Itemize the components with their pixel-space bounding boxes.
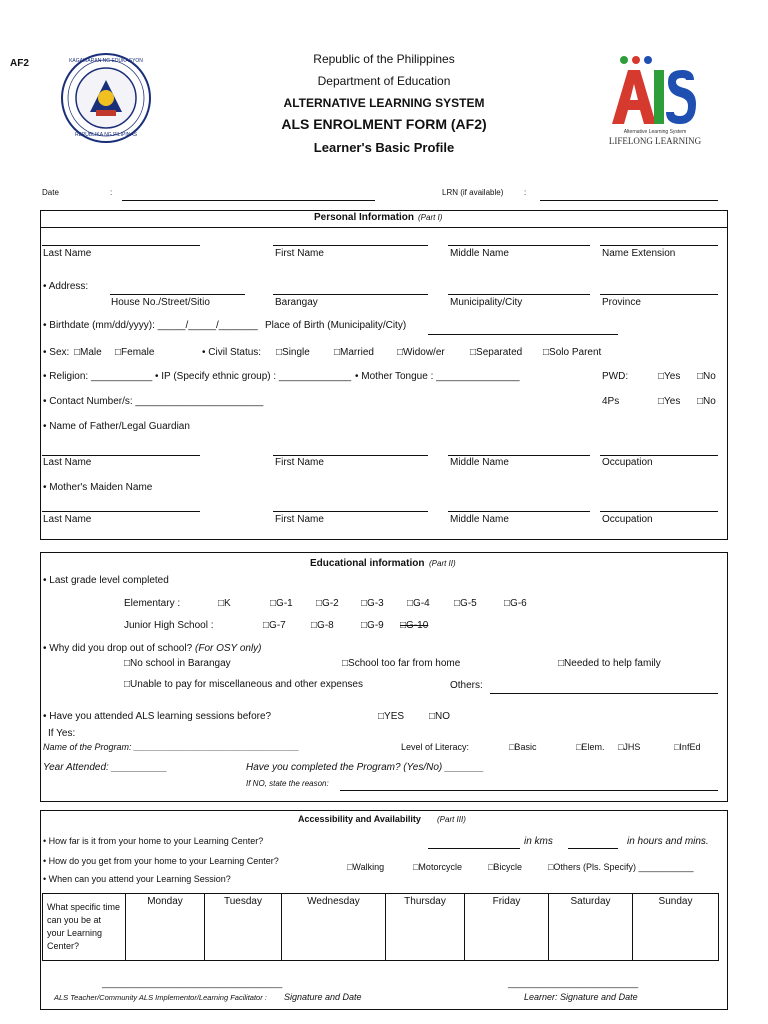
province-label: Province xyxy=(602,297,641,308)
part3-part: (Part III) xyxy=(437,815,466,824)
pwd-no-checkbox[interactable]: □No xyxy=(697,371,716,382)
literacy-jhs-checkbox[interactable]: □JHS xyxy=(618,742,641,752)
date-colon: : xyxy=(110,188,113,197)
civil-separated-checkbox[interactable]: □Separated xyxy=(470,347,523,358)
header-deped: Department of Education xyxy=(317,74,451,88)
literacy-label: Level of Literacy: xyxy=(401,742,470,752)
seal-text-bottom: REPUBLIKA NG PILIPINAS xyxy=(75,132,137,138)
reason-no-school-checkbox[interactable]: □No school in Barangay xyxy=(124,658,231,669)
sex-label: • Sex: xyxy=(43,347,70,358)
grade-7-checkbox[interactable]: □G-7 xyxy=(263,620,286,631)
completed-program-field[interactable]: Have you completed the Program? (Yes/No) _______ xyxy=(246,762,484,773)
barangay-field[interactable] xyxy=(273,294,428,295)
day-friday[interactable]: Friday xyxy=(465,894,549,961)
grade-5-checkbox[interactable]: □G-5 xyxy=(454,598,477,609)
last-grade-label: • Last grade level completed xyxy=(43,575,169,586)
day-tuesday[interactable]: Tuesday xyxy=(205,894,282,961)
how-far-label: • How far is it from your home to your Learning Center? xyxy=(43,836,264,846)
elementary-label: Elementary : xyxy=(124,598,181,609)
address-label: • Address: xyxy=(43,281,89,292)
reason-unable-to-pay-checkbox[interactable]: □Unable to pay for miscellaneous and other expenses xyxy=(124,679,363,690)
pwd-label: PWD: xyxy=(602,371,629,382)
grade-1-checkbox[interactable]: □G-1 xyxy=(270,598,293,609)
contact-field[interactable]: • Contact Number/s: _______________________ xyxy=(43,396,264,407)
part2-title: Educational information xyxy=(310,558,425,569)
walking-checkbox[interactable]: □Walking xyxy=(347,862,385,872)
father-first-name-label: First Name xyxy=(275,457,324,468)
literacy-basic-checkbox[interactable]: □Basic xyxy=(509,742,537,752)
reason-help-family-checkbox[interactable]: □Needed to help family xyxy=(558,658,661,669)
grade-3-checkbox[interactable]: □G-3 xyxy=(361,598,384,609)
distance-kms-field[interactable] xyxy=(428,848,520,849)
civil-widow-checkbox[interactable]: □Widow/er xyxy=(397,347,445,358)
bicycle-checkbox[interactable]: □Bicycle xyxy=(488,862,522,872)
mother-tongue-field[interactable]: • Mother Tongue : _______________ xyxy=(355,371,520,382)
province-field[interactable] xyxy=(600,294,718,295)
sex-male-checkbox[interactable]: □Male xyxy=(74,347,102,358)
grade-k-checkbox[interactable]: □K xyxy=(218,598,231,609)
teacher-signature-label: ALS Teacher/Community ALS Implementor/Learning Facilitator : xyxy=(54,993,267,1002)
why-dropout-label: • Why did you drop out of school? xyxy=(43,643,193,654)
learner-signature-line[interactable]: __________________________ xyxy=(508,978,639,988)
father-last-name-label: Last Name xyxy=(43,457,92,468)
mother-last-name-field[interactable] xyxy=(42,511,200,512)
grade-9-checkbox[interactable]: □G-9 xyxy=(361,620,384,631)
municipality-field[interactable] xyxy=(448,294,590,295)
grade-2-checkbox[interactable]: □G-2 xyxy=(316,598,339,609)
how-get-label: • How do you get from your home to your Learning Center? xyxy=(43,856,279,866)
literacy-infed-checkbox[interactable]: □InfEd xyxy=(674,742,701,752)
if-yes-label: If Yes: xyxy=(48,728,76,739)
distance-hours-field[interactable] xyxy=(568,848,618,849)
literacy-elem-checkbox[interactable]: □Elem. xyxy=(576,742,605,752)
father-middle-name-label: Middle Name xyxy=(450,457,509,468)
mother-label: • Mother's Maiden Name xyxy=(43,482,153,493)
others-label: Others: xyxy=(450,680,483,691)
mother-middle-name-label: Middle Name xyxy=(450,514,509,525)
mother-last-name-label: Last Name xyxy=(43,514,92,525)
jhs-label: Junior High School : xyxy=(124,620,214,631)
in-hours-label: in hours and mins. xyxy=(627,836,709,847)
when-attend-label: • When can you attend your Learning Session? xyxy=(43,874,231,884)
day-sunday[interactable]: Sunday xyxy=(633,894,719,961)
header-form-title: ALS ENROLMENT FORM (AF2) xyxy=(281,116,487,132)
grade-8-checkbox[interactable]: □G-8 xyxy=(311,620,334,631)
sex-female-checkbox[interactable]: □Female xyxy=(115,347,155,358)
lrn-colon: : xyxy=(524,188,527,197)
deped-seal xyxy=(60,52,152,144)
others-transport-checkbox[interactable]: □Others (Pls. Specify) ___________ xyxy=(548,862,694,872)
lrn-field[interactable] xyxy=(540,200,718,201)
father-occupation-label: Occupation xyxy=(602,457,653,468)
fourps-label: 4Ps xyxy=(602,396,620,407)
father-first-name-field[interactable] xyxy=(273,455,428,456)
father-label: • Name of Father/Legal Guardian xyxy=(43,421,190,432)
why-dropout-note: (For OSY only) xyxy=(195,643,262,654)
motorcycle-checkbox[interactable]: □Motorcycle xyxy=(413,862,462,872)
in-kms-label: in kms xyxy=(524,836,553,847)
fourps-no-checkbox[interactable]: □No xyxy=(697,396,716,407)
fourps-yes-checkbox[interactable]: □Yes xyxy=(658,396,681,407)
header-subtitle: Learner's Basic Profile xyxy=(313,140,455,155)
municipality-label: Municipality/City xyxy=(450,297,523,308)
civil-solo-checkbox[interactable]: □Solo Parent xyxy=(543,347,602,358)
last-name-label: Last Name xyxy=(43,248,92,259)
name-extension-field[interactable] xyxy=(600,245,718,246)
civil-single-checkbox[interactable]: □Single xyxy=(276,347,310,358)
grade-4-checkbox[interactable]: □G-4 xyxy=(407,598,430,609)
attended-no-checkbox[interactable]: □NO xyxy=(429,711,451,722)
pwd-yes-checkbox[interactable]: □Yes xyxy=(658,371,681,382)
middle-name-label: Middle Name xyxy=(450,248,509,259)
place-of-birth-label: Place of Birth (Municipality/City) xyxy=(265,320,407,331)
first-name-label: First Name xyxy=(275,248,324,259)
day-thursday[interactable]: Thursday xyxy=(386,894,465,961)
day-saturday[interactable]: Saturday xyxy=(549,894,633,961)
date-field[interactable] xyxy=(122,200,375,201)
reason-too-far-checkbox[interactable]: □School too far from home xyxy=(342,658,461,669)
schedule-question: What specific time can you be at your Learning Center? xyxy=(43,894,126,961)
part1-part: (Part I) xyxy=(418,213,443,222)
street-label: House No./Street/Sitio xyxy=(111,297,210,308)
mother-middle-name-field[interactable] xyxy=(448,511,590,512)
part2-part: (Part II) xyxy=(429,559,456,568)
program-name-field[interactable]: Name of the Program: _________________________________ xyxy=(43,742,300,752)
attended-yes-checkbox[interactable]: □YES xyxy=(378,711,405,722)
religion-field[interactable]: • Religion: ___________ xyxy=(43,371,153,382)
others-field[interactable] xyxy=(490,693,718,694)
birthdate-field[interactable]: • Birthdate (mm/dd/yyyy): _____/_____/_______ xyxy=(43,320,258,331)
grade-6-checkbox[interactable]: □G-6 xyxy=(504,598,527,609)
teacher-signature-date-label: Signature and Date xyxy=(284,992,362,1002)
part1-title: Personal Information xyxy=(314,212,415,223)
part1-divider xyxy=(40,227,728,228)
father-last-name-field[interactable] xyxy=(42,455,200,456)
learner-signature-label: Learner: Signature and Date xyxy=(524,992,638,1002)
teacher-signature-line[interactable]: ____________________________________ xyxy=(102,978,283,988)
lrn-label: LRN (if available) xyxy=(442,188,504,197)
form-code: AF2 xyxy=(10,58,29,69)
header-republic: Republic of the Philippines xyxy=(313,52,455,66)
mother-occupation-label: Occupation xyxy=(602,514,653,525)
reason-field[interactable] xyxy=(340,790,718,791)
middle-name-field[interactable] xyxy=(448,245,590,246)
part3-title: Accessibility and Availability xyxy=(298,814,421,824)
last-name-field[interactable] xyxy=(42,245,200,246)
street-field[interactable] xyxy=(110,294,245,295)
grade-10-checkbox[interactable]: □G-10 xyxy=(400,620,429,631)
als-tagline: LIFELONG LEARNING xyxy=(608,136,702,146)
barangay-label: Barangay xyxy=(275,297,318,308)
seal-text-top: KAGAWARAN NG EDUKASYON xyxy=(69,58,143,64)
day-wednesday[interactable]: Wednesday xyxy=(282,894,386,961)
year-attended-field[interactable]: Year Attended: __________ xyxy=(43,762,168,773)
mother-first-name-label: First Name xyxy=(275,514,324,525)
mother-occupation-field[interactable] xyxy=(600,511,718,512)
father-occupation-field[interactable] xyxy=(600,455,718,456)
als-tagline-small: Alternative Learning System xyxy=(623,129,687,135)
civil-married-checkbox[interactable]: □Married xyxy=(334,347,374,358)
civil-status-label: • Civil Status: xyxy=(202,347,262,358)
ip-field[interactable]: • IP (Specify ethnic group) : _____________ xyxy=(155,371,352,382)
name-extension-label: Name Extension xyxy=(602,248,676,259)
if-no-label: If NO, state the reason: xyxy=(246,779,329,788)
attended-als-label: • Have you attended ALS learning sessions before? xyxy=(43,711,272,722)
date-label: Date xyxy=(42,188,59,197)
father-middle-name-field[interactable] xyxy=(448,455,590,456)
schedule-table xyxy=(42,893,719,961)
first-name-field[interactable] xyxy=(273,245,428,246)
day-monday[interactable]: Monday xyxy=(126,894,205,961)
place-of-birth-field[interactable] xyxy=(428,334,618,335)
mother-first-name-field[interactable] xyxy=(273,511,428,512)
header-als: ALTERNATIVE LEARNING SYSTEM xyxy=(283,96,485,110)
